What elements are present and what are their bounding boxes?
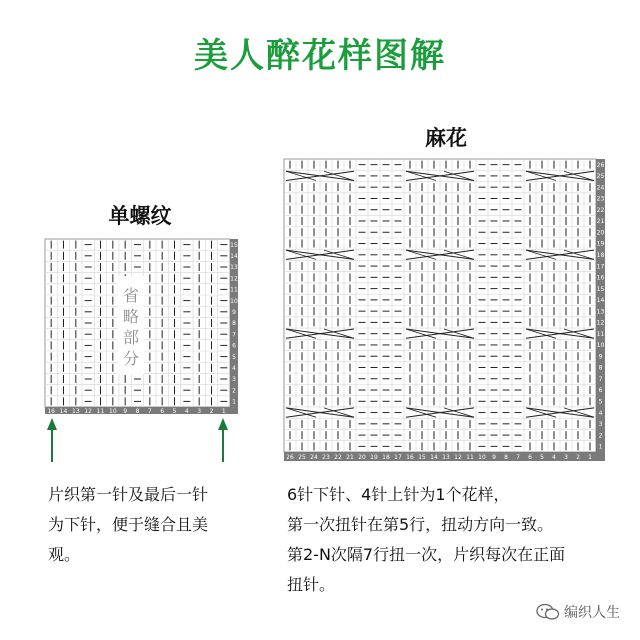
- row-number: 9: [232, 309, 236, 316]
- row-number: 7: [232, 331, 236, 339]
- column-number: 13: [72, 408, 80, 415]
- column-number: 12: [454, 454, 462, 461]
- column-number: 3: [564, 454, 568, 461]
- row-number: 6: [598, 387, 603, 395]
- column-number: 5: [172, 408, 177, 415]
- column-number: 11: [96, 408, 105, 415]
- cable-note: [287, 480, 565, 600]
- column-number: 7: [147, 408, 152, 415]
- cable-note-line: 第2-N次隔7行扭一次，片织每次在正面: [287, 545, 566, 564]
- row-number: 1: [232, 398, 236, 406]
- column-number: 11: [466, 454, 474, 461]
- row-number: 8: [598, 364, 603, 372]
- row-number: 4: [232, 365, 236, 372]
- row-number: 15: [596, 285, 605, 293]
- column-number: 9: [492, 454, 496, 461]
- column-number: 2: [576, 454, 580, 461]
- row-number: 3: [232, 376, 236, 384]
- column-number: 10: [478, 454, 486, 461]
- column-number: 6: [528, 454, 532, 461]
- row-number: 11: [596, 330, 605, 338]
- row-number: 24: [596, 184, 605, 192]
- cable-chart-title: 麻花: [425, 126, 467, 150]
- row-number: 1: [598, 443, 603, 451]
- row-number: 6: [232, 342, 236, 350]
- rib-note: [48, 480, 208, 570]
- column-number: 3: [197, 408, 202, 415]
- rib-note-line: 观。: [48, 545, 81, 564]
- row-number: 12: [230, 275, 238, 283]
- column-number: 5: [540, 454, 544, 461]
- row-number: 5: [598, 398, 603, 406]
- omitted-label-char: 省: [122, 286, 140, 305]
- row-number: 15: [230, 241, 238, 249]
- column-number: 4: [552, 454, 556, 461]
- omitted-label-char: 部: [122, 328, 140, 347]
- cable-note-line: 第一次扭针在第5行，扭动方向一致。: [287, 515, 554, 534]
- cable-note-line: 扭针。: [287, 575, 336, 594]
- rib-note-line: 为下针，便于缝合且美: [48, 515, 209, 534]
- rib-note-line: 片织第一针及最后一针: [48, 485, 209, 504]
- row-number: 20: [596, 229, 605, 237]
- row-number: 18: [596, 251, 605, 259]
- page-title: 美人醉花样图解: [194, 36, 446, 76]
- rib-chart-title: 单螺纹: [108, 204, 172, 228]
- wechat-icon: [536, 603, 560, 621]
- cable-stitch-chart: [280, 157, 610, 467]
- column-number: 9: [123, 408, 128, 415]
- row-number: 23: [596, 195, 605, 203]
- column-number: 25: [298, 454, 306, 461]
- row-number: 13: [596, 308, 605, 316]
- cable-note-line: 6针下针、4针上针为1个花样，: [287, 485, 510, 504]
- column-number: 23: [322, 454, 330, 461]
- row-number: 21: [596, 218, 605, 226]
- column-number: 18: [382, 454, 390, 461]
- column-number: 15: [418, 454, 426, 461]
- column-number: 14: [430, 454, 438, 461]
- watermark-text: 编织人生: [564, 605, 620, 621]
- row-number: 10: [230, 297, 238, 305]
- omitted-label-char: 略: [122, 307, 140, 326]
- column-number: 16: [47, 408, 55, 415]
- watermark: [536, 602, 620, 622]
- column-number: 1: [221, 408, 226, 415]
- row-number: 25: [596, 173, 605, 181]
- row-number: 2: [598, 432, 603, 440]
- row-number: 5: [232, 353, 236, 361]
- column-number: 6: [160, 408, 165, 415]
- column-number: 7: [516, 454, 520, 461]
- row-number: 14: [596, 297, 605, 305]
- rib-stitch-chart: [40, 236, 250, 468]
- column-number: 21: [346, 454, 354, 461]
- column-number: 8: [504, 454, 508, 461]
- column-number: 24: [310, 454, 318, 461]
- column-number: 13: [442, 454, 450, 461]
- row-number: 16: [596, 274, 605, 282]
- column-number: 20: [358, 454, 366, 461]
- row-number: 9: [598, 353, 603, 361]
- column-number: 14: [59, 408, 68, 415]
- row-number: 3: [598, 421, 603, 429]
- column-number: 4: [184, 408, 189, 415]
- row-number: 12: [596, 319, 605, 327]
- column-number: 1: [588, 454, 592, 461]
- row-number: 14: [230, 253, 238, 260]
- column-number: 26: [286, 454, 294, 461]
- column-number: 22: [334, 454, 342, 461]
- row-number: 4: [598, 409, 603, 417]
- column-number: 10: [109, 408, 117, 415]
- row-number: 13: [230, 264, 238, 272]
- column-number: 16: [406, 454, 414, 461]
- column-number: 17: [394, 454, 402, 461]
- row-number: 22: [596, 206, 605, 214]
- column-number: 8: [135, 408, 140, 415]
- column-number: 19: [370, 454, 378, 461]
- right-arrow-icon: [218, 418, 228, 462]
- row-number: 11: [230, 286, 238, 294]
- row-number: 7: [598, 375, 603, 383]
- column-number: 2: [209, 408, 214, 415]
- row-number: 10: [596, 342, 605, 350]
- column-number: 12: [84, 408, 92, 415]
- row-number: 2: [232, 387, 236, 395]
- omitted-label-char: 分: [122, 349, 140, 368]
- left-arrow-icon: [47, 418, 57, 462]
- row-number: 19: [596, 240, 605, 248]
- row-number: 8: [232, 320, 236, 328]
- row-number: 17: [596, 263, 605, 271]
- row-number: 26: [596, 161, 605, 169]
